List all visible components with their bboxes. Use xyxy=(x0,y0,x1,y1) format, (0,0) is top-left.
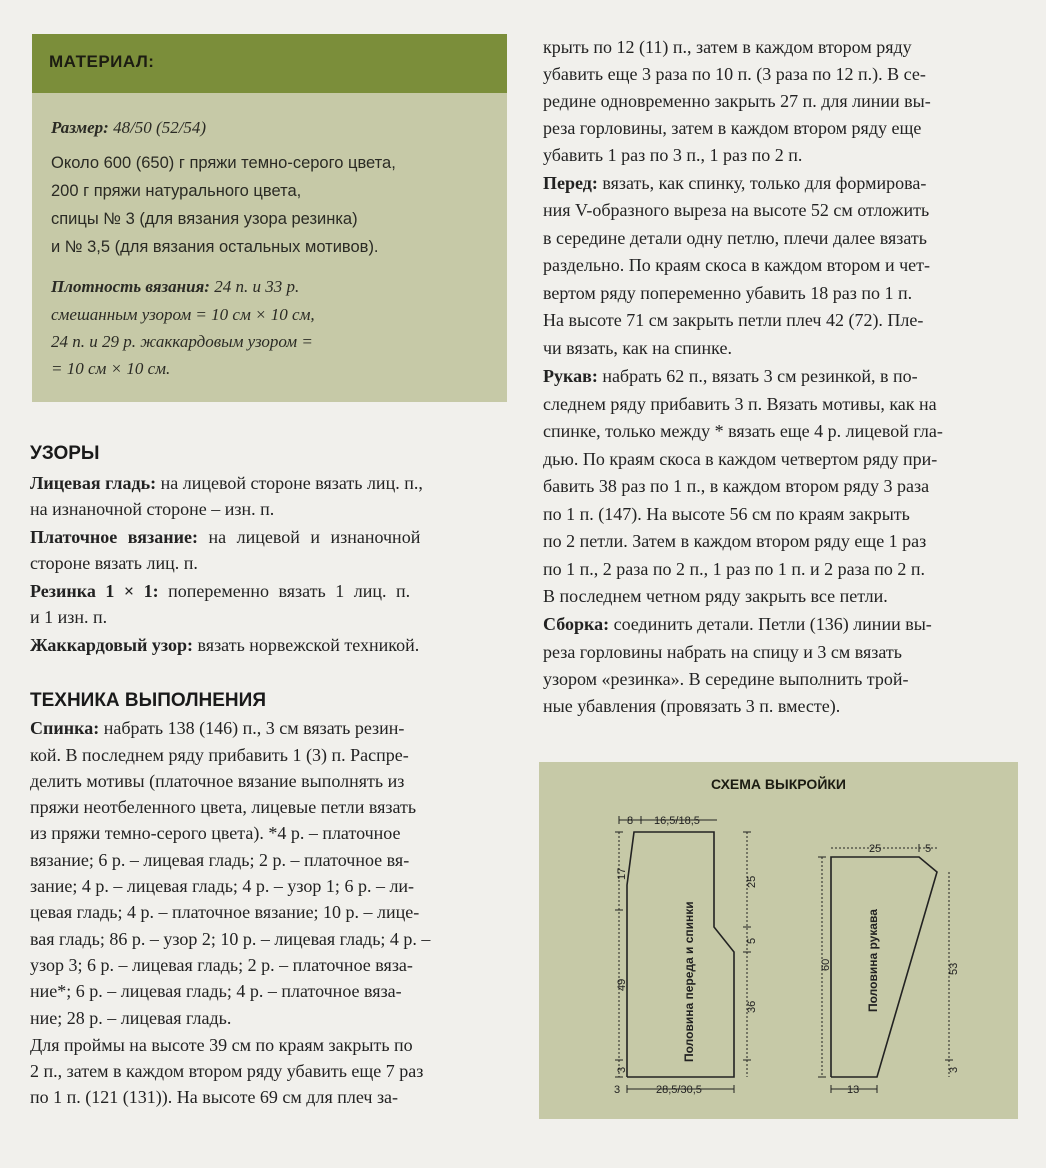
pattern-label: Платочное вязание: xyxy=(30,527,198,547)
technique-title: ТЕХНИКА ВЫПОЛНЕНИЯ xyxy=(30,690,266,711)
material-line: 200 г пряжи натурального цвета, xyxy=(51,182,302,200)
technique-line: цевая гладь; 4 р. – платочное вязание; 10 р. – лице- xyxy=(30,902,420,922)
pattern-line: на изнаночной стороне – изн. п. xyxy=(30,499,275,519)
pattern-text: на лицевой и изнаночной xyxy=(197,527,421,547)
density-line: смешанным узором = 10 см × 10 см, xyxy=(51,305,315,324)
pattern-label: Жаккардовый узор: xyxy=(30,635,194,655)
technique-line xyxy=(543,611,932,637)
material-title: МАТЕРИАЛ: xyxy=(49,52,155,71)
pattern-label: Лицевая гладь: xyxy=(30,473,157,493)
technique-line: вертом ряду попеременно убавить 18 раз по 1 п. xyxy=(543,283,913,303)
dim-label: 3 xyxy=(616,1066,628,1073)
technique-line xyxy=(543,363,918,389)
technique-text: набрать 138 (146) п., 3 см вязать резин- xyxy=(99,718,405,738)
density-value: 24 п. и 33 р. xyxy=(214,277,300,296)
technique-line: дью. По краям скоса в каждом четвертом ряду при- xyxy=(543,449,938,469)
pattern-text: вязать норвежской техникой. xyxy=(193,635,420,655)
material-line: спицы № 3 (для вязания узора резинка) xyxy=(51,210,358,228)
scheme-diagram xyxy=(539,762,1018,1119)
technique-line: ные убавления (провязать 3 п. вместе). xyxy=(543,696,841,716)
technique-line: редине одновременно закрыть 27 п. для линии вы- xyxy=(543,91,931,111)
size-value: 48/50 (52/54) xyxy=(113,118,207,137)
dim-label: 3 xyxy=(614,1084,621,1096)
pattern-line xyxy=(30,470,423,496)
dim-label: 17 xyxy=(616,867,628,880)
technique-line xyxy=(30,715,404,741)
technique-line: реза горловины набрать на спицу и 3 см вязать xyxy=(543,642,902,662)
technique-line: убавить 1 раз по 3 п., 1 раз по 2 п. xyxy=(543,145,803,165)
dim-label: 25 xyxy=(746,875,758,888)
technique-line: делить мотивы (платочное вязание выполнять из xyxy=(30,771,405,791)
scheme-title: СХЕМА ВЫКРОЙКИ xyxy=(711,776,846,792)
dim-label: 8 xyxy=(627,815,634,827)
technique-line: раздельно. По краям скоса в каждом втором и чет- xyxy=(543,255,930,275)
body-piece-label: Половина переда и спинки xyxy=(682,901,696,1062)
technique-line: в середине детали одну петлю, плечи далее вязать xyxy=(543,228,927,248)
technique-line xyxy=(543,170,926,196)
pattern-label: Резинка 1 × 1: xyxy=(30,581,159,601)
dim-label: 3 xyxy=(948,1066,960,1073)
technique-line: вязание; 6 р. – лицевая гладь; 2 р. – платочное вя- xyxy=(30,850,410,870)
material-line: и № 3,5 (для вязания остальных мотивов). xyxy=(51,238,379,256)
technique-line: кой. В последнем ряду прибавить 1 (3) п. Распре- xyxy=(30,745,409,765)
technique-line: ние*; 6 р. – лицевая гладь; 4 р. – платочное вяза- xyxy=(30,981,402,1001)
dim-label: 5 xyxy=(925,843,932,855)
pattern-line xyxy=(30,578,410,604)
density-line: 24 п. и 29 р. жаккардовым узором = xyxy=(51,332,313,351)
technique-line: Для проймы на высоте 39 см по краям закрыть по xyxy=(30,1035,413,1055)
technique-line: из пряжи темно-серого цвета). *4 р. – платочное xyxy=(30,823,401,843)
pattern-scheme xyxy=(539,762,1018,1119)
technique-line: спинке, только между * вязать еще 4 р. лицевой гла- xyxy=(543,421,943,441)
material-box xyxy=(32,34,507,402)
dim-label: 5 xyxy=(746,937,758,944)
technique-line: ния V-образного выреза на высоте 52 см отложить xyxy=(543,200,930,220)
pattern-line xyxy=(30,524,420,550)
density-label: Плотность вязания: xyxy=(51,277,210,296)
dim-label: 60 xyxy=(820,958,832,971)
technique-line: ние; 28 р. – лицевая гладь. xyxy=(30,1008,232,1028)
dim-label: 25 xyxy=(869,843,882,855)
technique-line: по 1 п., 2 раза по 2 п., 1 раз по 1 п. и 2 раза по 2 п. xyxy=(543,559,925,579)
technique-line: узор 3; 6 р. – лицевая гладь; 2 р. – платочное вяза- xyxy=(30,955,413,975)
technique-line: пряжи неотбеленного цвета, лицевые петли вязать xyxy=(30,797,417,817)
technique-label: Рукав: xyxy=(543,366,598,386)
pattern-line: и 1 изн. п. xyxy=(30,607,108,627)
dim-label: 28,5/30,5 xyxy=(656,1084,702,1096)
pattern-text: попеременно вязать 1 лиц. п. xyxy=(158,581,411,601)
technique-text: соединить детали. Петли (136) линии вы- xyxy=(609,614,932,634)
technique-line: по 2 петли. Затем в каждом втором ряду еще 1 раз xyxy=(543,531,927,551)
technique-label: Перед: xyxy=(543,173,598,193)
technique-line: В последнем четном ряду закрыть все петли. xyxy=(543,586,888,606)
technique-label: Спинка: xyxy=(30,718,100,738)
technique-line: 2 п., затем в каждом втором ряду убавить еще 7 раз xyxy=(30,1061,424,1081)
technique-line: крыть по 12 (11) п., затем в каждом втором ряду xyxy=(543,37,912,57)
size-line xyxy=(51,118,206,138)
body-piece-outline xyxy=(627,832,734,1077)
technique-line: На высоте 71 см закрыть петли плеч 42 (72). Пле- xyxy=(543,310,924,330)
density-line xyxy=(51,277,299,297)
technique-label: Сборка: xyxy=(543,614,610,634)
technique-line: реза горловины, затем в каждом втором ряду еще xyxy=(543,118,922,138)
technique-text: вязать, как спинку, только для формирова- xyxy=(597,173,927,193)
dim-label: 49 xyxy=(616,978,628,991)
density-line: = 10 см × 10 см. xyxy=(51,359,171,378)
technique-line: узором «резинка». В середине выполнить трой- xyxy=(543,669,909,689)
technique-line: вая гладь; 86 р. – узор 2; 10 р. – лицевая гладь; 4 р. – xyxy=(30,929,431,949)
material-line: Около 600 (650) г пряжи темно-серого цвета, xyxy=(51,154,396,172)
dim-label: 36 xyxy=(746,1000,758,1013)
pattern-text: на лицевой стороне вязать лиц. п., xyxy=(156,473,423,493)
technique-line: следнем ряду прибавить 3 п. Вязать мотивы, как на xyxy=(543,394,937,414)
dim-label: 16,5/18,5 xyxy=(654,815,700,827)
sleeve-piece-outline xyxy=(831,857,937,1077)
dim-label: 13 xyxy=(847,1084,860,1096)
technique-line: убавить еще 3 раза по 10 п. (3 раза по 12 п.). В се- xyxy=(543,64,926,84)
material-header xyxy=(32,34,507,93)
sleeve-piece-label: Половина рукава xyxy=(866,909,880,1012)
pattern-line: стороне вязать лиц. п. xyxy=(30,553,198,573)
patterns-title: УЗОРЫ xyxy=(30,443,100,464)
technique-line: по 1 п. (121 (131)). На высоте 69 см для плеч за- xyxy=(30,1087,399,1107)
technique-line: зание; 4 р. – лицевая гладь; 4 р. – узор 1; 6 р. – ли- xyxy=(30,876,415,896)
technique-line: бавить 38 раз по 1 п., в каждом втором ряду 3 раза xyxy=(543,476,930,496)
pattern-line xyxy=(30,632,419,658)
dim-label: 53 xyxy=(948,962,960,975)
technique-line: чи вязать, как на спинке. xyxy=(543,338,732,358)
technique-text: набрать 62 п., вязать 3 см резинкой, в по- xyxy=(597,366,918,386)
size-label: Размер: xyxy=(51,118,109,137)
technique-line: по 1 п. (147). На высоте 56 см по краям закрыть xyxy=(543,504,910,524)
